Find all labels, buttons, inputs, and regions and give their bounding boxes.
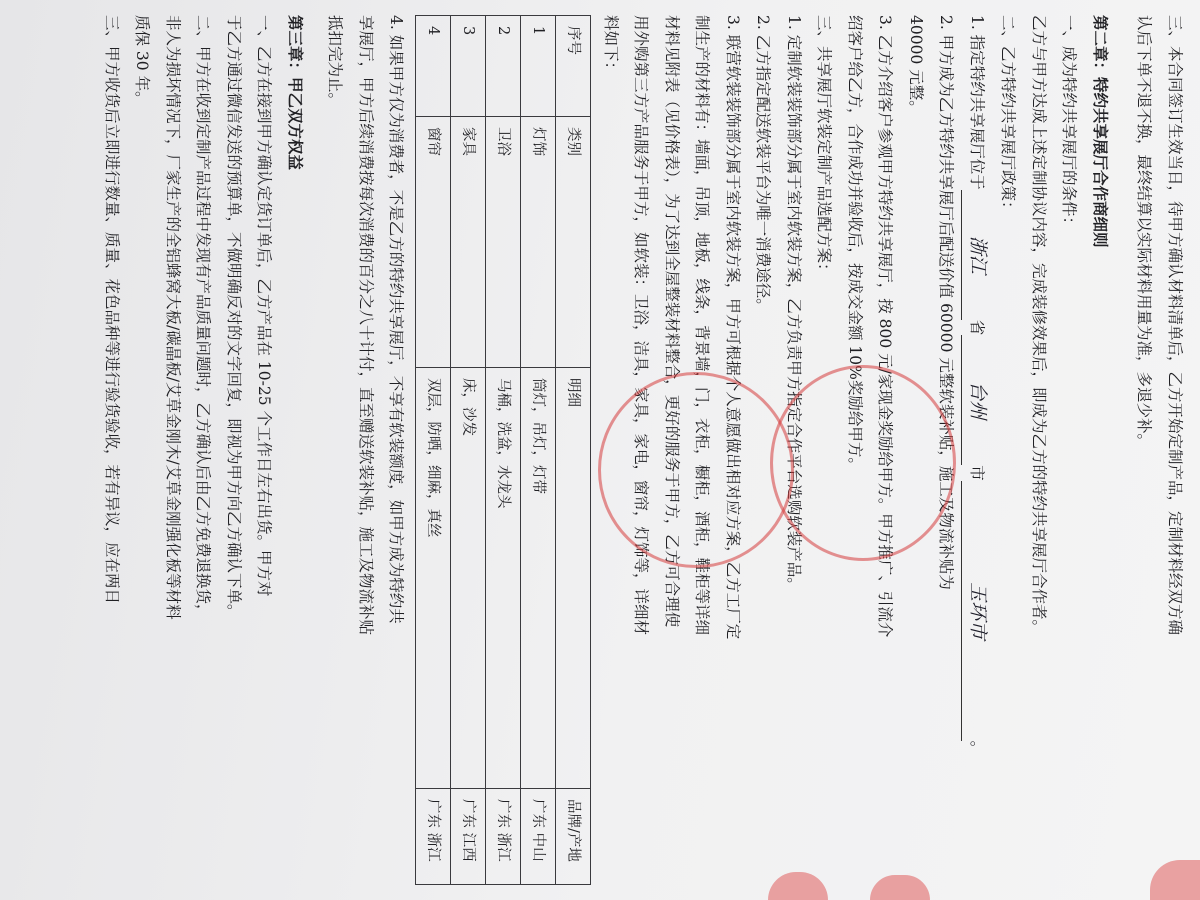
text-line: 三、甲方收货后立即进行数量、质量、花色品种等进行验货验收，若有异议，应在两日 (103, 15, 121, 605)
table-cell: 灯饰 (521, 117, 556, 368)
text-line: 2. 乙方指定配送软装平台为唯一消费途径。 (754, 15, 773, 314)
text-line: 2. 甲方成为乙方特约共享展厅后配送价值 60000 元整软装补贴，施工及物流补贴为 (937, 15, 956, 590)
table-cell: 1 (521, 16, 556, 117)
handwritten-province: 浙江 (962, 190, 994, 320)
table-cell: 4 (416, 16, 451, 117)
materials-table (416, 15, 592, 885)
table-header: 类别 (556, 117, 591, 368)
text-line: 用外购第三方产品服务于甲方，如软装：卫浴，洁具，家具，家电，窗帘，灯饰等，详细材 (632, 15, 651, 636)
text-fragment: 1. 指定特约共享展厅位于 (968, 15, 986, 190)
chapter-3-title: 第三章：甲乙双方权益 (286, 15, 304, 171)
table-cell: 筒灯，吊灯，灯带 (521, 368, 556, 789)
text-line: 享展厅，甲方后续消费按每次消费的百分之八十计付，直至赠送软装补贴，施工及物流补贴 (357, 15, 375, 636)
table-cell: 家具 (451, 117, 486, 368)
red-seal-stamp (770, 365, 956, 561)
table-cell: 广东 中山 (521, 789, 556, 885)
table-header: 品牌/产地 (556, 789, 591, 885)
text-line: 绍客户给乙方，合作成功并验收后，按成交金额 10%奖励给甲方。 (846, 15, 864, 473)
table-cell: 广东 江西 (451, 789, 486, 885)
table-cell: 窗帘 (416, 117, 451, 368)
text-line: 4. 如果甲方仅为消费者，不是乙方的特约共享展厅，不享有软装额度，如甲方成为特约共 (387, 15, 406, 624)
handwritten-district: 玉环市 (962, 481, 994, 741)
table-cell: 床，沙发 (451, 368, 486, 789)
text-line: 乙方与甲方达成上述定制协议内容，完成装修效果后，即成为乙方的特约共享展厅合作者。 (1030, 15, 1048, 636)
table-cell: 广东 浙江 (486, 789, 521, 885)
text-line: 三、本合同签订生效当日，待甲方确认材料清单后，乙方开始定制产品，定制材料经双方确 (1166, 15, 1184, 636)
table-row (486, 16, 521, 885)
text-line: 认后下单不退不换，最终结算以实际材料用量为准，多退少补。 (1135, 15, 1154, 450)
text-line: 非人为损坏情况下，厂家生产的全铝蜂窝大板/碳晶板/艾草金刚木/艾草金刚强化板等材料 (164, 15, 182, 620)
handwritten-city: 台州 (962, 335, 994, 465)
text-fragment: 。 (968, 740, 986, 757)
table-cell: 3 (451, 16, 486, 117)
text-line: 材料见附表（见价格表），为了达到全屋整装材料整合，更好的服务于甲方，乙方可合理使 (663, 15, 681, 628)
section-heading: 三、共享展厅软装定制产品选配方案： (815, 15, 834, 279)
text-fragment: 市 (968, 465, 986, 481)
text-line: 料如下： (602, 15, 620, 78)
table-cell: 马桶，洗盆，水龙头 (486, 368, 521, 789)
section-heading: 一、成为特约共享展厅的条件： (1060, 15, 1079, 233)
location-line (962, 15, 994, 885)
table-cell: 卫浴 (486, 117, 521, 368)
section-heading: 二、乙方特约共享展厅政策： (999, 15, 1018, 217)
text-line: 1. 定制软装装饰部分属于室内软装方案，乙方负责甲方指定合作平台选购软装产品。 (785, 15, 803, 593)
text-line: 抵扣完为止。 (326, 15, 345, 109)
text-line: 于乙方通过微信发送的预算单，不做明确反对的文字回复，即视为甲方向乙方确认下单。 (225, 15, 243, 620)
table-cell: 双层，防晒，细麻，真丝 (416, 368, 451, 789)
table-row (416, 16, 451, 885)
text-line: 质保 30 年。 (133, 15, 152, 107)
table-cell: 广东 浙江 (416, 789, 451, 885)
text-line: 一、乙方在接到甲方确认定货订单后，乙方产品在 10-25 个工作日左右出货。甲方对 (255, 15, 274, 597)
text-line: 制生产的材料有：墙面，吊顶，地板，线条，背景墙，门，衣柜，橱柜，酒柜，鞋柜等详细 (693, 15, 712, 636)
table-header-row (556, 16, 591, 885)
text-line: 3. 联营软装装饰部分属于室内软装方案，甲方可根据个人意愿做出相对应方案，乙方工厂定 (724, 15, 742, 640)
table-header: 序号 (556, 16, 591, 117)
table-row (451, 16, 486, 885)
table-header: 明细 (556, 368, 591, 789)
table-cell: 2 (486, 16, 521, 117)
text-line: 二、甲方在收到定制产品过程中发现有产品质量问题时，乙方确认后由乙方免费退换货， (194, 15, 213, 620)
text-line: 40000 元整。 (907, 15, 925, 116)
chapter-2-title: 第二章：特约共享展厅合作商细则 (1091, 15, 1109, 248)
red-seal-stamp (598, 372, 794, 568)
table-row (521, 16, 556, 885)
text-line: 3. 乙方介绍客户参观甲方特约共享展厅，按 800 元/家现金奖励给甲方。甲方推广、引流介 (876, 15, 895, 638)
text-fragment: 省 (968, 319, 986, 336)
